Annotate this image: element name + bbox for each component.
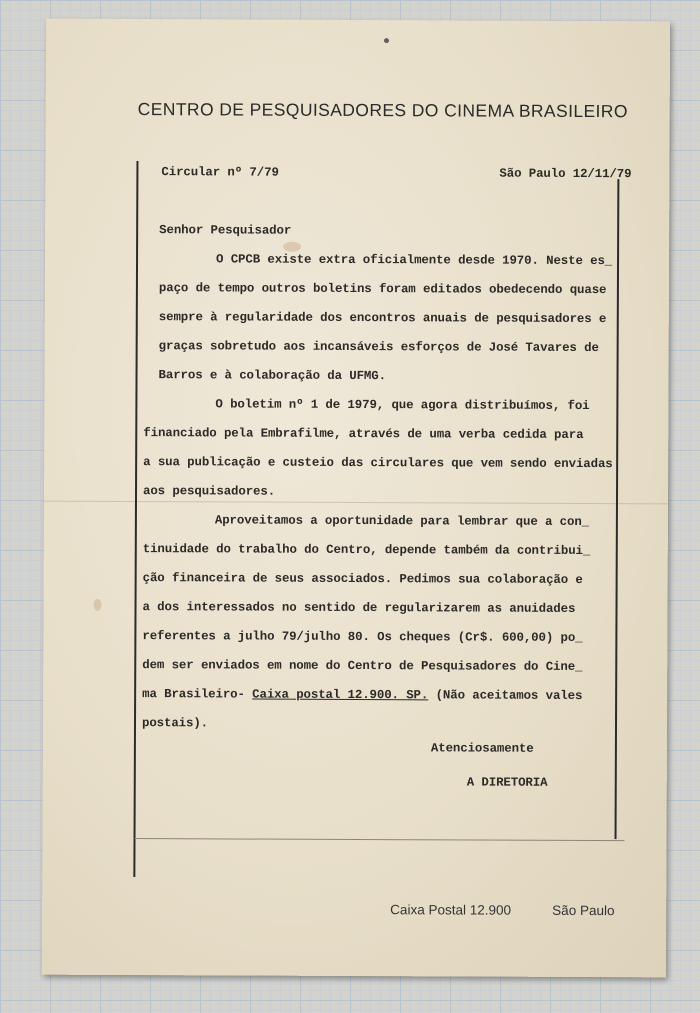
body-line: a dos interessados no sentido de regularizarem as anuidades — [142, 600, 576, 616]
body-line: financiado pela Embrafilme, através de uma verba cedida para — [143, 426, 584, 442]
letterhead-title: CENTRO DE PESQUISADORES DO CINEMA BRASILEIRO — [137, 99, 628, 122]
body-line: aos pesquisadores. — [142, 484, 276, 499]
circular-number: Circular nº 7/79 — [161, 165, 279, 180]
place-date: São Paulo 12/11/79 — [499, 166, 632, 182]
signature: A DIRETORIA — [466, 775, 548, 790]
body-line: sempre à regularidade dos encontros anuais de pesquisadores e — [158, 310, 607, 327]
body-line: tinuidade do trabalho do Centro, depende também da contribui_ — [142, 542, 591, 559]
body-line: postais). — [141, 716, 209, 731]
body-line: dem ser enviados em nome do Centro de Pesquisadores do Cine_ — [142, 658, 583, 674]
body-line: a sua publicação e custeio das circulares que vem sendo enviadas — [143, 455, 613, 472]
letter-sheet — [42, 19, 670, 978]
stain — [283, 242, 301, 252]
body-line: ção financeira de seus associados. Pedimos sua colaboração e — [142, 571, 583, 587]
body-line: referentes a julho 79/julho 80. Os cheques (Cr$. 600,00) po_ — [142, 629, 583, 645]
paper-fold — [44, 501, 668, 505]
stain — [94, 599, 102, 611]
body-line: Barros e à colaboração da UFMG. — [158, 368, 386, 384]
body-line: paço de tempo outros boletins foram editados obedecendo quase — [158, 281, 607, 298]
footer-city: São Paulo — [552, 902, 615, 919]
body-line: O CPCB existe extra oficialmente desde 1970. Neste es_ — [216, 252, 613, 269]
footer-postal-box: Caixa Postal 12.900 — [390, 902, 512, 918]
right-margin-line — [615, 179, 620, 839]
body-line: O boletim nº 1 de 1979, que agora distribuímos, foi — [215, 397, 590, 414]
postal-box-address: Caixa postal 12.900. SP. — [252, 687, 429, 703]
address-prefix: ma Brasileiro- — [142, 687, 253, 702]
address-suffix: (Não aceitamos vales — [428, 688, 583, 703]
body-line: graças sobretudo aos incansáveis esforços de José Tavares de — [158, 339, 599, 356]
footer-rule — [135, 838, 625, 841]
body-line: Aproveitamos a oportunidade para lembrar que a con_ — [214, 513, 590, 530]
ink-dot — [384, 38, 389, 43]
salutation: Senhor Pesquisador — [159, 223, 292, 238]
left-margin-line — [133, 161, 138, 877]
closing: Atenciosamente — [430, 741, 534, 756]
body-line-address — [142, 687, 582, 703]
